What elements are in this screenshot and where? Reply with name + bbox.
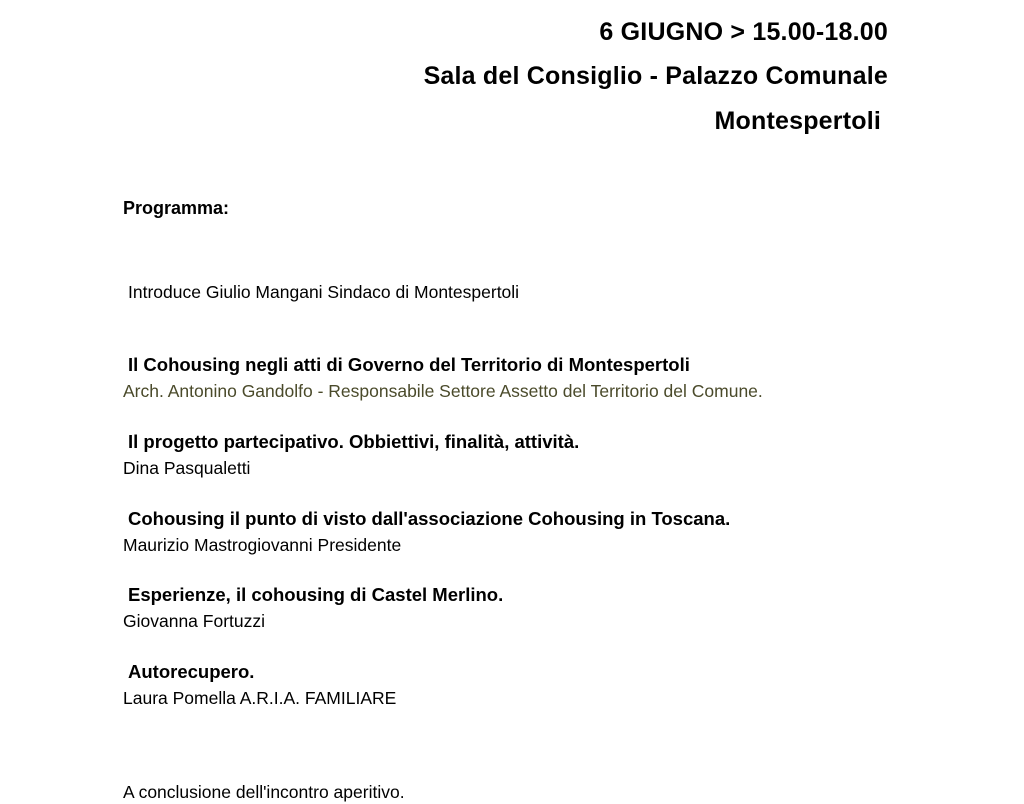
programme-item-speaker: Laura Pomella A.R.I.A. FAMILIARE (123, 688, 397, 708)
programme-item-title: Il Cohousing negli atti di Governo del Territorio di Montespertoli (128, 354, 690, 375)
programme-item-speaker: Dina Pasqualetti (123, 458, 251, 478)
programme-item-title: Cohousing il punto di visto dall'associazione Cohousing in Toscana. (128, 508, 731, 529)
programme-closing: A conclusione dell'incontro aperitivo. (123, 782, 405, 802)
programme-intro: Introduce Giulio Mangani Sindaco di Montespertoli (128, 282, 520, 302)
programme-item-speaker: Arch. Antonino Gandolfo - Responsabile Settore Assetto del Territorio del Comune. (123, 381, 763, 401)
programme-item-title: Autorecupero. (128, 661, 255, 682)
event-date-time: 6 GIUGNO > 15.00-18.00 (599, 18, 888, 46)
programme-item-speaker: Giovanna Fortuzzi (123, 611, 266, 631)
event-town: Montespertoli (714, 107, 881, 135)
programme-item-title: Esperienze, il cohousing di Castel Merlino. (128, 584, 504, 605)
programme-item-title: Il progetto partecipativo. Obbiettivi, finalità, attività. (128, 431, 580, 452)
event-venue: Sala del Consiglio - Palazzo Comunale (423, 62, 888, 90)
programme-item-speaker: Maurizio Mastrogiovanni Presidente (123, 535, 402, 555)
programme-heading: Programma: (123, 198, 230, 218)
